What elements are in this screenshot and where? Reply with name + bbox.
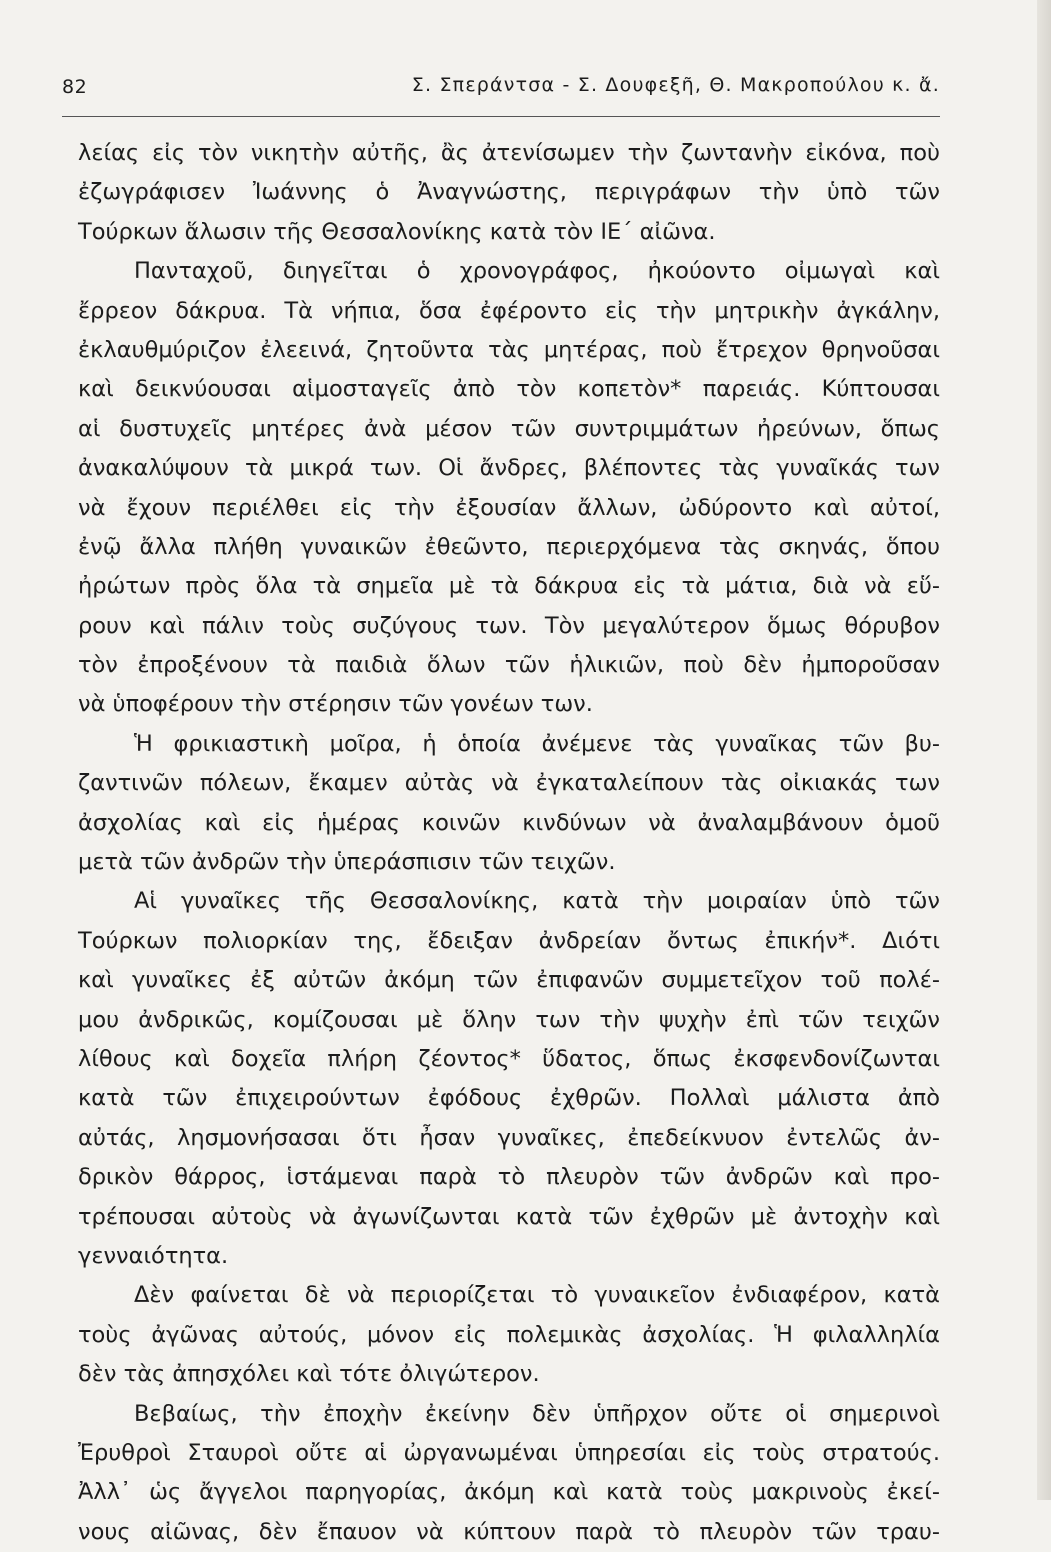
running-head: Σ. Σπεράντσα - Σ. Δουφεξῆ, Θ. Μακροπούλου κ. ἄ. bbox=[411, 74, 940, 96]
text-line: καὶ γυναῖκες ἐξ αὐτῶν ἀκόμη τῶν ἐπιφανῶν συμμετεῖχον τοῦ πολέ- bbox=[78, 967, 940, 994]
text-line: Πανταχοῦ, διηγεῖται ὁ χρονογράφος, ἠκούοντο οἰμωγαὶ καὶ bbox=[134, 258, 940, 285]
text-line: ἀσχολίας καὶ εἰς ἡμέρας κοινῶν κινδύνων νὰ ἀναλαμβάνουν ὁμοῦ bbox=[78, 809, 940, 836]
text-line: τὸν ἐπροξένουν τὰ παιδιὰ ὅλων τῶν ἡλικιῶν, ποὺ δὲν ἠμποροῦσαν bbox=[78, 652, 940, 679]
text-line: ρουν καὶ πάλιν τοὺς συζύγους των. Τὸν μεγαλύτερον ὅμως θόρυβον bbox=[78, 612, 940, 639]
header-rule bbox=[62, 116, 940, 117]
text-line: ἐζωγράφισεν Ἰωάννης ὁ Ἀναγνώστης, περιγράφων τὴν ὑπὸ τῶν bbox=[78, 179, 940, 206]
text-line: νὰ ὑποφέρουν τὴν στέρησιν τῶν γονέων των. bbox=[78, 691, 593, 718]
text-line: λείας εἰς τὸν νικητὴν αὐτῆς, ἂς ἀτενίσωμεν τὴν ζωντανὴν εἰκόνα, ποὺ bbox=[78, 140, 940, 166]
text-line: Βεβαίως, τὴν ἐποχὴν ἐκείνην δὲν ὑπῆρχον οὔτε οἱ σημερινοὶ bbox=[134, 1400, 940, 1427]
text-line: ἠρώτων πρὸς ὅλα τὰ σημεῖα μὲ τὰ δάκρυα εἰς τὰ μάτια, διὰ νὰ εὕ- bbox=[78, 573, 940, 600]
text-line: ἔρρεον δάκρυα. Τὰ νήπια, ὅσα ἐφέροντο εἰς τὴν μητρικὴν ἀγκάλην, bbox=[78, 297, 940, 324]
text-line: Ἀλλ᾽ ὡς ἄγγελοι παρηγορίας, ἀκόμη καὶ κατὰ τοὺς μακρινοὺς ἐκεί- bbox=[78, 1479, 940, 1506]
text-line: νὰ ἔχουν περιέλθει εἰς τὴν ἐξουσίαν ἄλλων, ὠδύροντο καὶ αὐτοί, bbox=[78, 494, 940, 521]
text-line: μετὰ τῶν ἀνδρῶν τὴν ὑπεράσπισιν τῶν τειχῶν. bbox=[78, 849, 616, 876]
text-line: λίθους καὶ δοχεῖα πλήρη ζέοντος* ὕδατος, ὅπως ἐκσφενδονίζωνται bbox=[78, 1045, 940, 1072]
text-line: αὐτάς, λησμονήσασαι ὅτι ἦσαν γυναῖκες, ἐπεδείκνυον ἐντελῶς ἀν- bbox=[78, 1124, 940, 1151]
text-line: ζαντινῶν πόλεων, ἔκαμεν αὐτὰς νὰ ἐγκαταλείπουν τὰς οἰκιακάς των bbox=[78, 770, 940, 797]
text-line: δὲν τὰς ἀπησχόλει καὶ τότε ὀλιγώτερον. bbox=[78, 1361, 540, 1388]
text-line: Δὲν φαίνεται δὲ νὰ περιορίζεται τὸ γυναικεῖον ἐνδιαφέρον, κατὰ bbox=[134, 1282, 940, 1309]
text-line: κατὰ τῶν ἐπιχειρούντων ἐφόδους ἐχθρῶν. Πολλαὶ μάλιστα ἀπὸ bbox=[78, 1085, 940, 1112]
text-line: Τούρκων πολιορκίαν της, ἔδειξαν ἀνδρείαν ὄντως ἐπικήν*. Διότι bbox=[78, 927, 940, 954]
text-line: Ἐρυθροὶ Σταυροὶ οὔτε αἱ ὠργανωμέναι ὑπηρεσίαι εἰς τοὺς στρατούς. bbox=[78, 1439, 940, 1466]
text-line: νους αἰῶνας, δὲν ἔπαυον νὰ κύπτουν παρὰ τὸ πλευρὸν τῶν τραυ- bbox=[78, 1518, 940, 1545]
text-line: δρικὸν θάρρος, ἱστάμεναι παρὰ τὸ πλευρὸν τῶν ἀνδρῶν καὶ προ- bbox=[78, 1164, 940, 1191]
text-line: ἀνακαλύψουν τὰ μικρά των. Οἱ ἄνδρες, βλέποντες τὰς γυναῖκάς των bbox=[78, 455, 940, 482]
page-number: 82 bbox=[62, 76, 88, 98]
text-line: Ἡ φρικιαστικὴ μοῖρα, ἡ ὁποία ἀνέμενε τὰς γυναῖκας τῶν βυ- bbox=[134, 730, 940, 757]
text-line: τοὺς ἀγῶνας αὐτούς, μόνον εἰς πολεμικὰς ἀσχολίας. Ἡ φιλαλληλία bbox=[78, 1321, 940, 1348]
text-line: καὶ δεικνύουσαι αἱμοσταγεῖς ἀπὸ τὸν κοπετὸν* παρειάς. Κύπτουσαι bbox=[78, 376, 940, 403]
page-edge bbox=[1037, 0, 1051, 1500]
text-line: γενναιότητα. bbox=[78, 1242, 229, 1269]
text-line: ἐκλαυθμύριζον ἐλεεινά, ζητοῦντα τὰς μητέρας, ποὺ ἔτρεχον θρηνοῦσαι bbox=[78, 336, 940, 363]
text-line: αἱ δυστυχεῖς μητέρες ἀνὰ μέσον τῶν συντριμμάτων ἠρεύνων, ὅπως bbox=[78, 415, 940, 442]
text-line: τρέπουσαι αὐτοὺς νὰ ἀγωνίζωνται κατὰ τῶν ἐχθρῶν μὲ ἀντοχὴν καὶ bbox=[78, 1203, 940, 1230]
text-line: Τούρκων ἅλωσιν τῆς Θεσσαλονίκης κατὰ τὸν ΙΕ΄ αἰῶνα. bbox=[78, 218, 716, 245]
text-line: ἐνῷ ἄλλα πλήθη γυναικῶν ἐθεῶντο, περιερχόμενα τὰς σκηνάς, ὅπου bbox=[78, 533, 940, 560]
text-line: μου ἀνδρικῶς, κομίζουσαι μὲ ὅλην των τὴν ψυχὴν ἐπὶ τῶν τειχῶν bbox=[78, 1006, 940, 1033]
text-line: Αἱ γυναῖκες τῆς Θεσσαλονίκης, κατὰ τὴν μοιραίαν ὑπὸ τῶν bbox=[134, 888, 940, 915]
body-text bbox=[78, 134, 940, 1552]
page-header bbox=[62, 70, 940, 104]
